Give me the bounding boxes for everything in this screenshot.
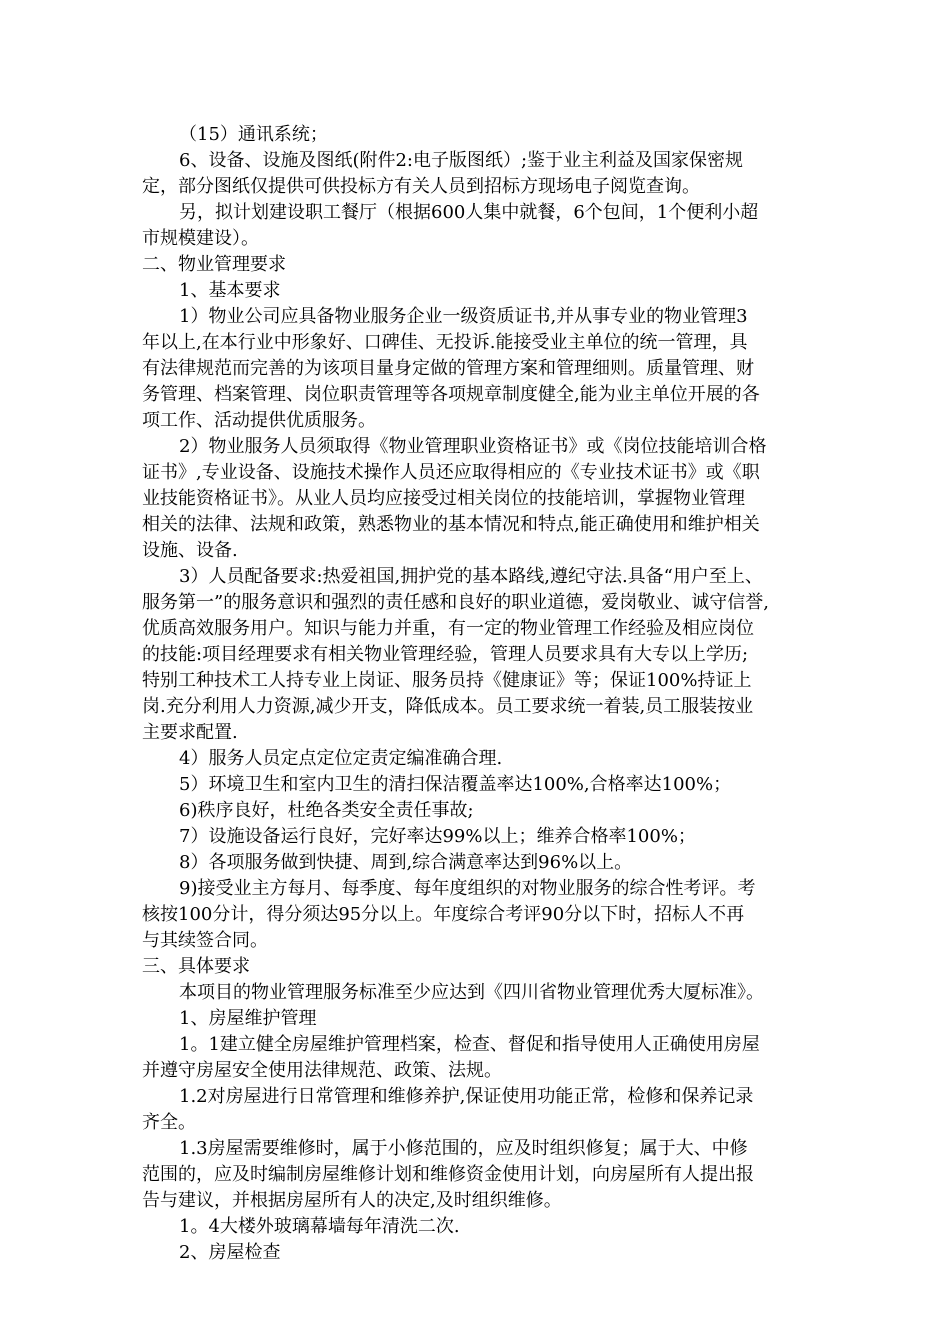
text-line: 另，拟计划建设职工餐厅（根据600人集中就餐，6个包间，1个便利小超 bbox=[179, 202, 759, 223]
document-page bbox=[142, 122, 814, 1266]
text-line: 三、具体要求 bbox=[142, 956, 250, 977]
text-line: （15）通讯系统； bbox=[179, 124, 328, 145]
text-line: 1、房屋维护管理 bbox=[179, 1008, 317, 1029]
text-line: 5）环境卫生和室内卫生的清扫保洁覆盖率达100%,合格率达100%； bbox=[179, 774, 732, 795]
text-line: 1.3房屋需要维修时，属于小修范围的，应及时组织修复；属于大、中修 bbox=[179, 1138, 748, 1159]
text-line: 本项目的物业管理服务标准至少应达到《四川省物业管理优秀大厦标准》。 bbox=[179, 982, 764, 1003]
text-line: 范围的，应及时编制房屋维修计划和维修资金使用计划，向房屋所有人提出报 bbox=[142, 1164, 754, 1185]
text-line: 二、物业管理要求 bbox=[142, 254, 286, 275]
text-line: 1。1建立健全房屋维护管理档案，检查、督促和指导使用人正确使用房屋 bbox=[179, 1034, 760, 1055]
text-line: 7）设施设备运行良好，完好率达99%以上；维养合格率100%； bbox=[179, 826, 696, 847]
text-line: 服务第一”的服务意识和强烈的责任感和良好的职业道德，爱岗敬业、诚守信誉, bbox=[142, 592, 769, 613]
text-line: 主要求配置. bbox=[142, 722, 238, 743]
text-line: 告与建议，并根据房屋所有人的决定,及时组织维修。 bbox=[142, 1190, 562, 1211]
text-line: 1。4大楼外玻璃幕墙每年清洗二次. bbox=[179, 1216, 460, 1237]
text-line: 1.2对房屋进行日常管理和维修养护,保证使用功能正常，检修和保养记录 bbox=[179, 1086, 754, 1107]
text-line: 业技能资格证书》。从业人员均应接受过相关岗位的技能培训，掌握物业管理 bbox=[142, 488, 745, 509]
text-line: 1、基本要求 bbox=[179, 280, 281, 301]
text-line: 2、房屋检查 bbox=[179, 1242, 281, 1263]
text-line: 证书》,专业设备、设施技术操作人员还应取得相应的《专业技术证书》或《职 bbox=[142, 462, 760, 483]
text-line: 有法律规范而完善的为该项目量身定做的管理方案和管理细则。质量管理、财 bbox=[142, 358, 754, 379]
text-line: 并遵守房屋安全使用法律规范、政策、法规。 bbox=[142, 1060, 502, 1081]
text-line: 年以上,在本行业中形象好、口碑佳、无投诉.能接受业主单位的统一管理，具 bbox=[142, 332, 748, 353]
text-line: 的技能:项目经理要求有相关物业管理经验，管理人员要求具有大专以上学历; bbox=[142, 644, 749, 665]
text-line: 设施、设备. bbox=[142, 540, 238, 561]
text-line: 9)接受业主方每月、每季度、每年度组织的对物业服务的综合性考评。考 bbox=[179, 878, 756, 899]
text-line: 4）服务人员定点定位定责定编准确合理. bbox=[179, 748, 503, 769]
text-line: 6、设备、设施及图纸(附件2:电子版图纸）;鉴于业主利益及国家保密规 bbox=[179, 150, 744, 171]
text-line: 优质高效服务用户。知识与能力并重，有一定的物业管理工作经验及相应岗位 bbox=[142, 618, 754, 639]
text-line: 岗.充分利用人力资源,减少开支，降低成本。员工要求统一着装,员工服装按业 bbox=[142, 696, 754, 717]
text-line: 相关的法律、法规和政策，熟悉物业的基本情况和特点,能正确使用和维护相关 bbox=[142, 514, 760, 535]
text-line: 特别工种技术工人持专业上岗证、服务员持《健康证》等；保证100%持证上 bbox=[142, 670, 752, 691]
text-line: 务管理、档案管理、岗位职责管理等各项规章制度健全,能为业主单位开展的各 bbox=[142, 384, 760, 405]
text-line: 6)秩序良好，杜绝各类安全责任事故; bbox=[179, 800, 474, 821]
text-line: 8）各项服务做到快捷、周到,综合满意率达到96%以上。 bbox=[179, 852, 633, 873]
text-line: 核按100分计，得分须达95分以上。年度综合考评90分以下时，招标人不再 bbox=[142, 904, 745, 925]
text-line: 市规模建设）。 bbox=[142, 228, 259, 249]
text-line: 3）人员配备要求:热爱祖国,拥护党的基本路线,遵纪守法.具备“用户至上、 bbox=[179, 566, 763, 587]
text-line: 定，部分图纸仅提供可供投标方有关人员到招标方现场电子阅览查询。 bbox=[142, 176, 700, 197]
text-line: 项工作、活动提供优质服务。 bbox=[142, 410, 376, 431]
text-line: 齐全。 bbox=[142, 1112, 196, 1133]
text-line: 1）物业公司应具备物业服务企业一级资质证书,并从事专业的物业管理3 bbox=[179, 306, 748, 327]
text-line: 与其续签合同。 bbox=[142, 930, 268, 951]
text-line: 2）物业服务人员须取得《物业管理职业资格证书》或《岗位技能培训合格 bbox=[179, 436, 767, 457]
